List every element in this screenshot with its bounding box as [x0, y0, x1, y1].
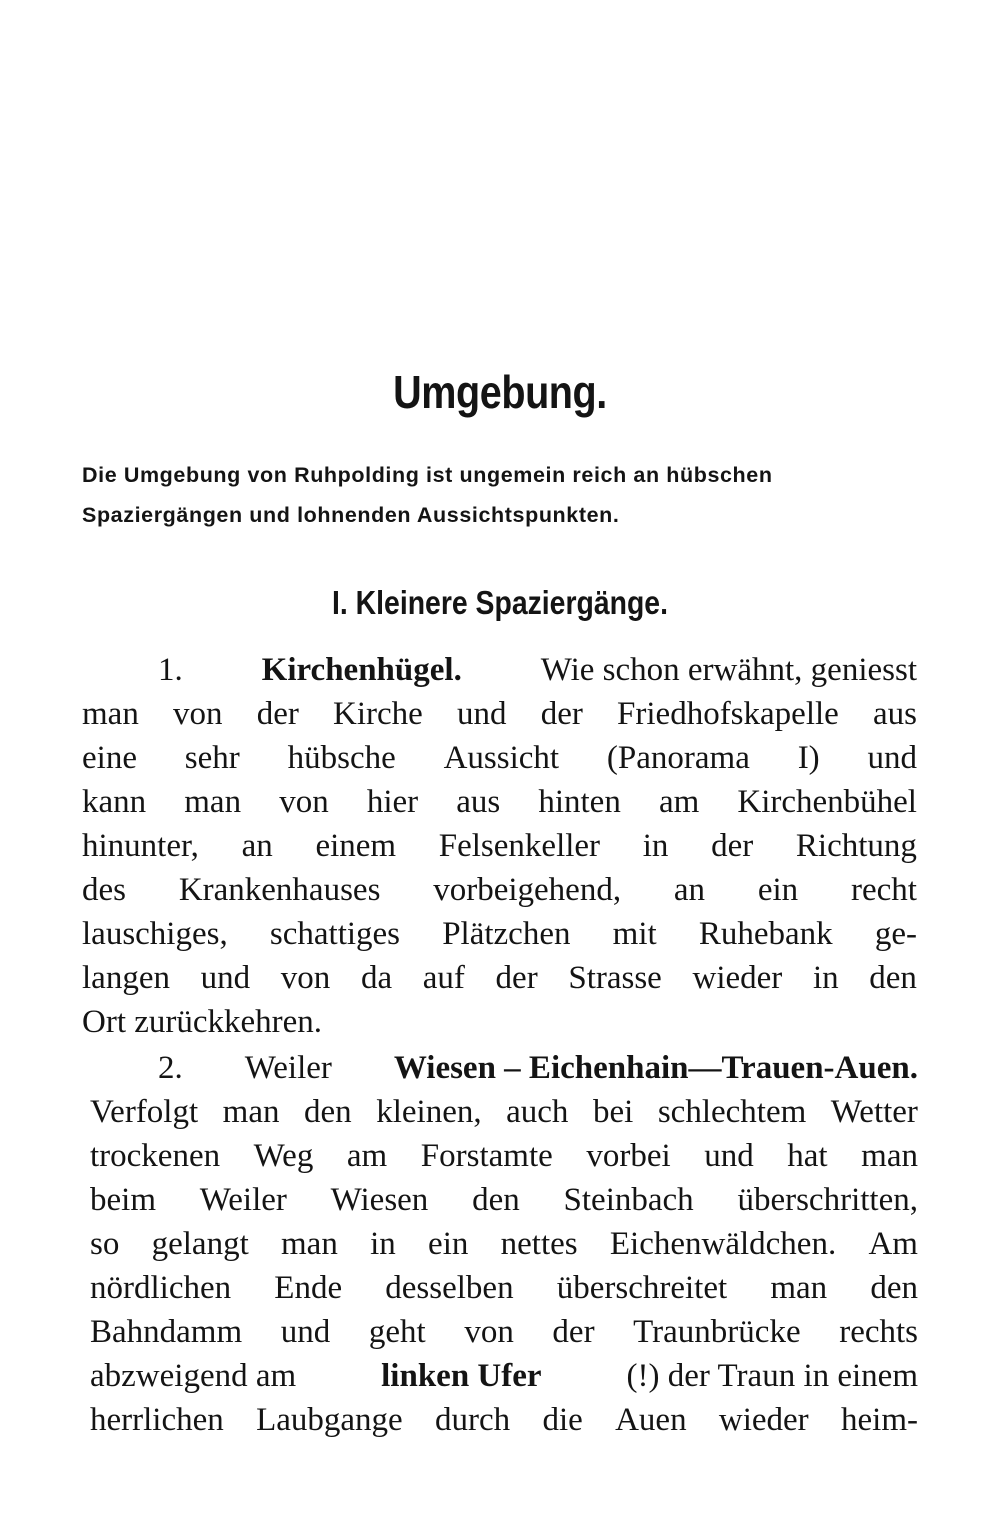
word: (Panorama: [606, 740, 750, 776]
word: die: [542, 1402, 583, 1438]
paragraph1-line: [82, 780, 917, 824]
word: langen: [82, 960, 170, 996]
word: der: [256, 696, 299, 732]
text-fragment: (!) der Traun in einem: [626, 1358, 918, 1394]
paragraph2-line: [90, 1046, 918, 1090]
paragraph-number: 1.: [158, 652, 183, 688]
word: Steinbach: [563, 1182, 694, 1218]
word: bei: [592, 1094, 634, 1130]
word: Wetter: [830, 1094, 918, 1130]
word: rechts: [839, 1314, 918, 1350]
paragraph1-line: [82, 1000, 917, 1044]
word: recht: [851, 872, 917, 908]
paragraph1-line: [82, 956, 917, 1000]
word: und: [457, 696, 507, 732]
word: Aussicht: [443, 740, 560, 776]
word: ein: [428, 1226, 469, 1262]
paragraph2-line: [90, 1134, 918, 1178]
word: lauschiges,: [82, 916, 228, 952]
word: wieder: [692, 960, 783, 996]
word: hier: [366, 784, 419, 820]
word: der: [540, 696, 583, 732]
word: Strasse: [568, 960, 662, 996]
text-fragment: abzweigend am: [90, 1358, 297, 1394]
word: in: [642, 828, 669, 864]
word: hat: [787, 1138, 828, 1174]
word: heim-: [841, 1402, 918, 1438]
word: den: [870, 1270, 918, 1306]
text-fragment: Wie schon erwähnt, geniesst: [540, 652, 917, 688]
word: Traunbrücke: [633, 1314, 801, 1350]
word: man: [281, 1226, 338, 1262]
word: hinunter,: [82, 828, 199, 864]
paragraph2-line: [90, 1354, 918, 1398]
emphasis-text: linken Ufer: [381, 1358, 542, 1394]
word: schattiges: [269, 916, 401, 952]
word: der: [552, 1314, 595, 1350]
word: überschreitet: [556, 1270, 728, 1306]
word: Kirchenbühel: [737, 784, 917, 820]
word: man: [82, 696, 139, 732]
word: vorbeigehend,: [433, 872, 622, 908]
word: trockenen: [90, 1138, 221, 1174]
word: herrlichen: [90, 1402, 224, 1438]
word: von: [173, 696, 223, 732]
chapter-title: Umgebung.: [393, 366, 607, 418]
word: von: [279, 784, 329, 820]
section-heading: I. Kleinere Spaziergänge.: [332, 584, 668, 621]
word: vorbei: [586, 1138, 671, 1174]
word: von: [280, 960, 331, 996]
word: Friedhofskapelle: [617, 696, 839, 732]
paragraph2-line: [90, 1222, 918, 1266]
paragraph1-line: [82, 648, 917, 692]
paragraph2-line: [90, 1310, 918, 1354]
word: kann: [82, 784, 147, 820]
word: man: [184, 784, 242, 820]
word: Ruhebank: [698, 916, 833, 952]
word: gelangt: [151, 1226, 249, 1262]
word: mit: [612, 916, 657, 952]
word: der: [711, 828, 754, 864]
word: und: [867, 740, 917, 776]
word: geht: [368, 1314, 426, 1350]
word: den: [472, 1182, 520, 1218]
text-fragment: Weiler: [244, 1050, 332, 1086]
word: sehr: [184, 740, 240, 776]
word: an: [241, 828, 273, 864]
word: den: [304, 1094, 352, 1130]
paragraph1-line: [82, 692, 917, 736]
paragraph-heading: Wiesen – Eichenhain—Trauen-Auen.: [393, 1050, 918, 1086]
paragraph-number: 2.: [158, 1050, 183, 1086]
word: Laubgange: [256, 1402, 403, 1438]
word: und: [280, 1314, 331, 1350]
paragraph1-line: [82, 868, 917, 912]
word: aus: [873, 696, 917, 732]
paragraph1-line: [82, 736, 917, 780]
word: Weiler: [199, 1182, 287, 1218]
word: am: [658, 784, 700, 820]
word: Felsenkeller: [438, 828, 601, 864]
word: in: [370, 1226, 396, 1262]
word: Richtung: [795, 828, 917, 864]
word: Ende: [274, 1270, 343, 1306]
paragraph1-line: [82, 912, 917, 956]
word: von: [464, 1314, 514, 1350]
word: Verfolgt: [90, 1094, 199, 1130]
word: Eichenwäldchen.: [609, 1226, 837, 1262]
word: Bahndamm: [90, 1314, 243, 1350]
word: kleinen,: [376, 1094, 482, 1130]
word: man: [861, 1138, 918, 1174]
word: hübsche: [287, 740, 396, 776]
paragraph-heading: Kirchenhügel.: [261, 652, 462, 688]
paragraph2-line: [90, 1266, 918, 1310]
word: nördlichen: [90, 1270, 232, 1306]
intro-paragraph: Die Umgebung von Ruhpolding ist ungemein reich an hübschen Spaziergängen und lohnenden Aussichtspunkten.: [82, 463, 773, 527]
word: nettes: [500, 1226, 578, 1262]
text-fragment: Ort zurückkehren.: [82, 1004, 323, 1040]
word: in: [812, 960, 839, 996]
word: Krankenhauses: [178, 872, 381, 908]
word: der: [495, 960, 538, 996]
paragraph1-line: [82, 824, 917, 868]
word: einem: [315, 828, 397, 864]
word: desselben: [385, 1270, 514, 1306]
word: Forstamte: [420, 1138, 553, 1174]
word: aus: [456, 784, 501, 820]
word: auf: [422, 960, 465, 996]
paragraph2-line: [90, 1398, 918, 1442]
word: Am: [868, 1226, 918, 1262]
word: Kirche: [333, 696, 423, 732]
word: an: [673, 872, 706, 908]
word: Weg: [253, 1138, 314, 1174]
word: und: [200, 960, 251, 996]
word: so: [90, 1226, 120, 1262]
word: auch: [506, 1094, 569, 1130]
word: am: [346, 1138, 388, 1174]
word: Auen: [615, 1402, 687, 1438]
word: da: [360, 960, 393, 996]
word: schlechtem: [657, 1094, 807, 1130]
word: überschritten,: [737, 1182, 918, 1218]
word: man: [770, 1270, 828, 1306]
word: Wiesen: [330, 1182, 429, 1218]
word: hinten: [538, 784, 621, 820]
word: I): [797, 740, 820, 776]
paragraph2-line: [90, 1090, 918, 1134]
word: ge-: [874, 916, 917, 952]
word: ein: [757, 872, 799, 908]
word: man: [222, 1094, 280, 1130]
word: den: [869, 960, 917, 996]
paragraph2-line: [90, 1178, 918, 1222]
word: Plätzchen: [442, 916, 571, 952]
word: des: [82, 872, 126, 908]
word: wieder: [718, 1402, 809, 1438]
word: und: [704, 1138, 754, 1174]
word: durch: [435, 1402, 511, 1438]
word: beim: [90, 1182, 156, 1218]
word: eine: [82, 740, 137, 776]
